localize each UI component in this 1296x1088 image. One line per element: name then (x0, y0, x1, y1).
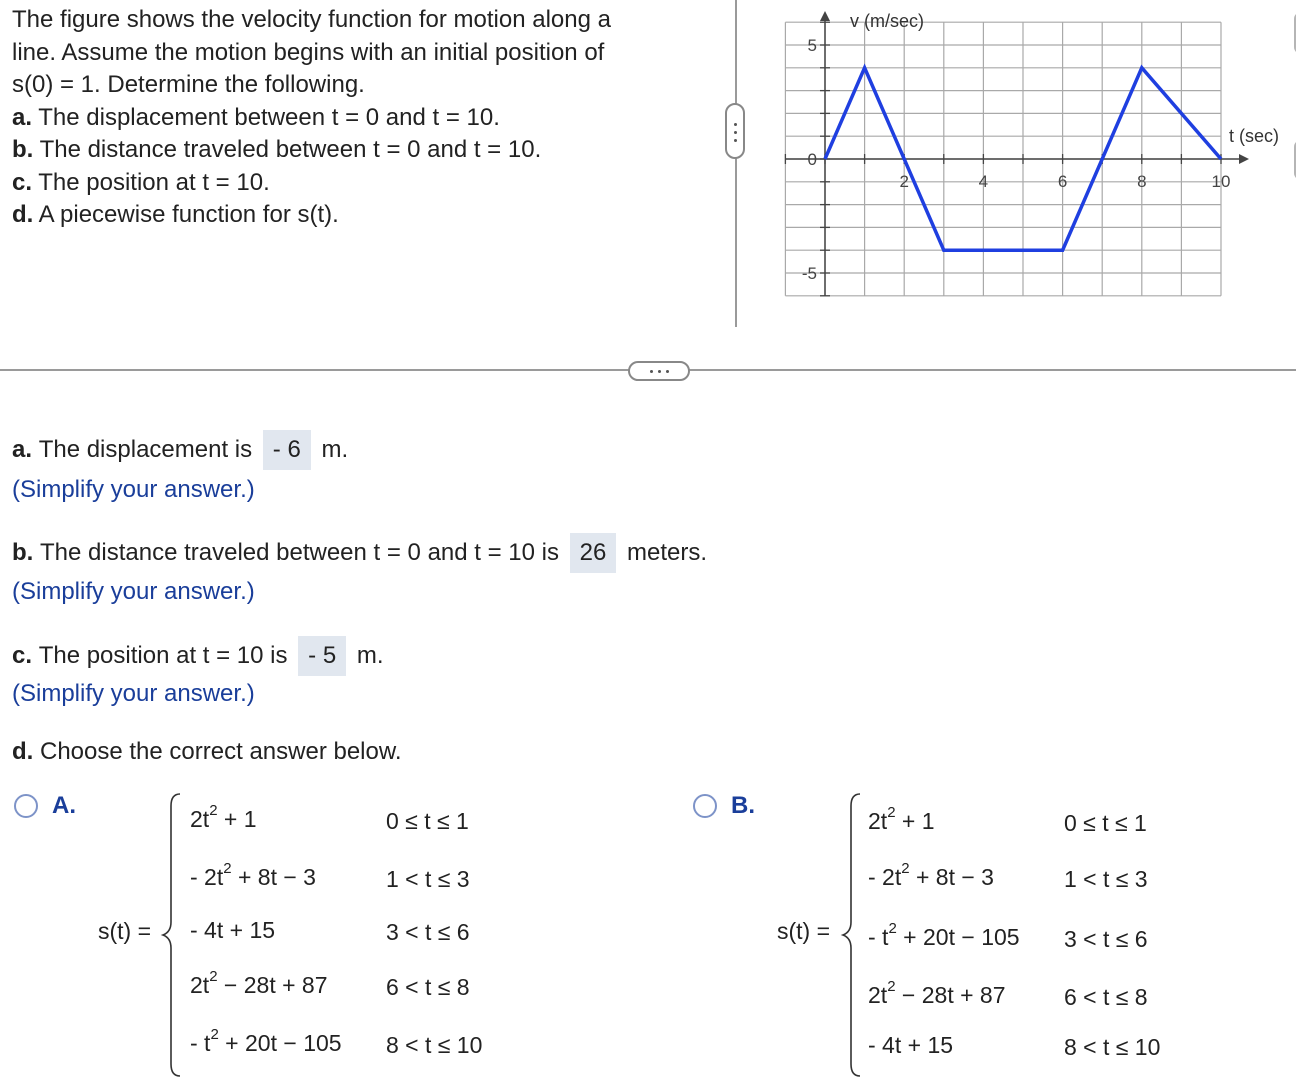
x-tick-label: 4 (978, 172, 989, 191)
case-condition: 0 ≤ t ≤ 1 (1064, 810, 1147, 836)
case-condition: 1 < t ≤ 3 (386, 866, 470, 892)
option-b-label[interactable]: B. (731, 792, 755, 819)
case-condition: 1 < t ≤ 3 (1064, 866, 1148, 892)
vertical-resize-handle[interactable] (725, 103, 745, 159)
x-tick-label: 6 (1057, 172, 1068, 191)
part-c-hint: (Simplify your answer.) (12, 680, 255, 707)
horizontal-resize-handle[interactable] (628, 361, 690, 381)
case-expression: - $2t^2 + 8t - 3$ (190, 860, 316, 890)
case-expression: - $t^2 + 20t - 105$ (868, 920, 1020, 950)
x-tick-label: 2 (899, 172, 909, 191)
part-b-hint: (Simplify your answer.) (12, 578, 255, 605)
question-text (12, 4, 712, 232)
part-d-line: d. Choose the correct answer below. (12, 738, 402, 765)
part-b-answer[interactable]: 26 (570, 533, 617, 573)
case-condition: 8 < t ≤ 10 (386, 1032, 483, 1058)
question-item-d: d. A piecewise function for s(t). (12, 201, 339, 228)
option-b-radio[interactable] (693, 794, 717, 818)
question-line: s(0) = 1. Determine the following. (12, 71, 365, 98)
case-condition: 6 < t ≤ 8 (386, 974, 470, 1000)
part-a-answer[interactable]: - 6 (263, 430, 311, 470)
question-item-c: c. The position at t = 10. (12, 168, 270, 196)
option-b-lhs: s(t) = (777, 918, 831, 944)
y-axis-label: v (m/sec) (850, 11, 924, 31)
question-line: The figure shows the velocity function for motion along a (12, 6, 611, 33)
case-expression: $2t^2 + 1$ (190, 802, 257, 832)
x-tick-label: 8 (1137, 172, 1147, 191)
y-tick-label: -5 (801, 264, 817, 283)
x-axis-label: t (sec) (1229, 126, 1280, 146)
case-expression: $2t^2 - 28t + 87$ (190, 968, 328, 998)
x-axis-arrow (1239, 154, 1249, 164)
case-condition: 8 < t ≤ 10 (1064, 1034, 1161, 1060)
x-tick-label: 10 (1211, 172, 1231, 191)
option-a-radio[interactable] (14, 794, 38, 818)
y-tick-label: 5 (807, 36, 817, 55)
case-condition: 3 < t ≤ 6 (1064, 926, 1148, 952)
question-item-b: b. The distance traveled between t = 0 and t = 10. (12, 136, 542, 163)
case-expression: - $2t^2 + 8t - 3$ (868, 860, 994, 890)
option-b-brace (840, 790, 862, 1080)
case-expression: - 4t + 15 (190, 917, 276, 943)
part-c-answer[interactable]: - 5 (298, 636, 346, 676)
part-b-line: b. The distance traveled between t = 0 and t = 10 is 26 meters. (12, 533, 707, 573)
option-a-lhs: s(t) = (98, 918, 152, 944)
question-line: line. Assume the motion begins with an initial position of (12, 38, 605, 66)
case-condition: 6 < t ≤ 8 (1064, 984, 1148, 1010)
velocity-graph (780, 0, 1296, 300)
vertical-divider (735, 0, 737, 327)
case-expression: $2t^2 + 1$ (868, 804, 935, 834)
y-tick-label: 0 (807, 150, 817, 169)
part-a-hint: (Simplify your answer.) (12, 476, 255, 503)
y-axis-arrow (820, 11, 830, 21)
question-item-a: a. The displacement between t = 0 and t = 10. (12, 103, 500, 131)
case-expression: - 4t + 15 (868, 1032, 954, 1058)
case-condition: 0 ≤ t ≤ 1 (386, 808, 469, 834)
case-condition: 3 < t ≤ 6 (386, 919, 470, 945)
case-expression: - $t^2 + 20t - 105$ (190, 1026, 342, 1056)
case-expression: $2t^2 - 28t + 87$ (868, 978, 1006, 1008)
option-a-brace (160, 790, 182, 1080)
part-c-line: c. The position at t = 10 is - 5 m. (12, 636, 384, 676)
part-a-line: a. The displacement is - 6 m. (12, 430, 348, 470)
graph-axes (785, 11, 1249, 296)
option-a-label[interactable]: A. (52, 792, 76, 819)
